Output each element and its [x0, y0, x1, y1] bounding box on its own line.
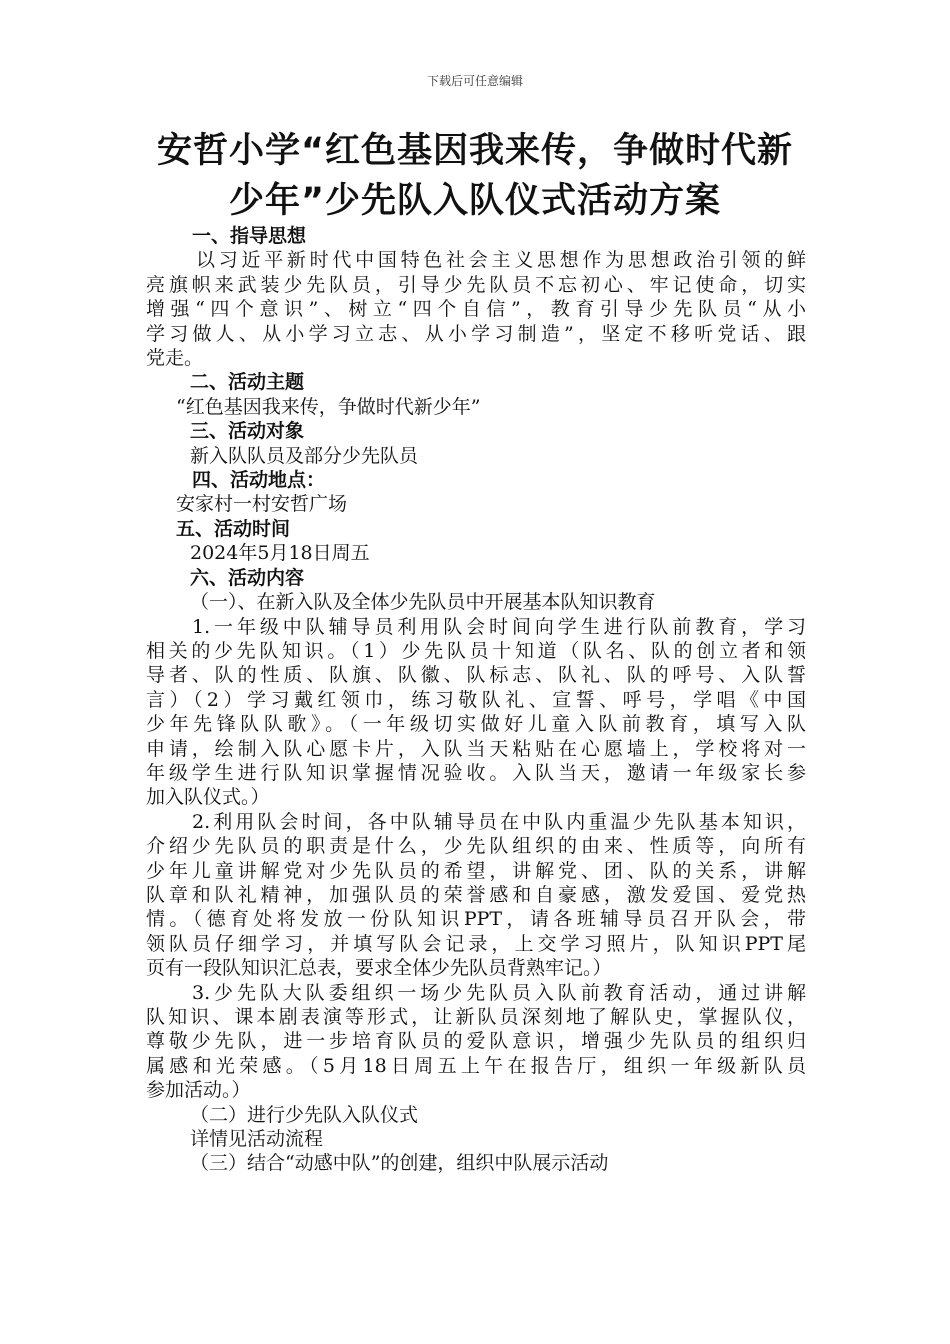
title-line-2: 少年”少先队入队仪式活动方案 — [228, 181, 721, 221]
title-line-1: 安哲小学“红色基因我来传，争做时代新 — [156, 131, 793, 171]
section-text-time: 2024年5月18日周五 — [190, 542, 370, 565]
paragraph-line: 亮旗帜来武装少先队员，引导少先队员不忘初心、牢记使命，切实 — [146, 273, 806, 296]
document-title — [140, 126, 810, 226]
section-heading-guiding-ideology: 一、指导思想 — [192, 225, 307, 247]
paragraph-line: 属感和光荣感。（5月18日周五上午在报告厅，组织一年级新队员 — [146, 1054, 806, 1077]
section-text-theme: “红色基因我来传，争做时代新少年” — [176, 395, 481, 418]
header-note: 下载后可任意编辑 — [426, 74, 523, 88]
paragraph-line: 少年先锋队队歌》。（一年级切实做好儿童入队前教育，填写入队 — [146, 713, 806, 736]
paragraph-line: 言）（2）学习戴红领巾，练习敬队礼、宣誓、呼号，学唱《中国 — [146, 688, 806, 711]
subsection-heading-3: （三）结合“动感中队”的创建，组织中队展示活动 — [190, 1152, 609, 1175]
paragraph-line: 少年儿童讲解党对少先队员的希望，讲解党、团、队的关系，讲解 — [146, 859, 806, 882]
subsection-text-2: 详情见活动流程 — [190, 1128, 324, 1151]
paragraph-line: 学习做人、从小学习立志、从小学习制造”，坚定不移听党话、跟 — [146, 322, 806, 345]
paragraph-line: 队知识、课本剧表演等形式，让新队员深刻地了解队史，掌握队仪， — [146, 1006, 806, 1028]
subsection-heading-1: （一）、在新入队及全体少先队员中开展基本队知识教育 — [190, 591, 656, 614]
section-heading-theme: 二、活动主题 — [190, 371, 305, 394]
section-heading-target: 三、活动对象 — [190, 420, 305, 443]
paragraph-line: 1.一年级中队辅导员利用队会时间向学生进行队前教育，学习 — [192, 615, 806, 638]
paragraph-line: 申请，绘制入队心愿卡片，入队当天粘贴在心愿墙上，学校将对一 — [146, 737, 806, 760]
document-body — [146, 224, 806, 1176]
paragraph-line: 年级学生进行队知识掌握情况验收。入队当天，邀请一年级家长参 — [146, 761, 806, 784]
section-text-location: 安家村一村安哲广场 — [176, 493, 348, 516]
paragraph-line: 导者、队的性质、队旗、队徽、队标志、队礼、队的呼号、入队誓 — [146, 664, 806, 687]
section-heading-location: 四、活动地点： — [192, 469, 326, 492]
paragraph-line: 相关的少先队知识。（1）少先队员十知道（队名、队的创立者和领 — [146, 639, 806, 662]
paragraph-line: 队章和队礼精神，加强队员的荣誉感和自豪感，激发爱国、爱党热 — [146, 883, 806, 906]
section-text-target: 新入队队员及部分少先队员 — [190, 444, 419, 467]
paragraph-line: 以习近平新时代中国特色社会主义思想作为思想政治引领的鲜 — [196, 249, 806, 272]
paragraph-line: 尊敬少先队，进一步培育队员的爱队意识，增强少先队员的组织归 — [146, 1030, 806, 1053]
paragraph-line: 介绍少先队员的职责是什么，少先队组织的由来、性质等，向所有 — [146, 835, 806, 858]
paragraph-line: 参加活动。） — [146, 1079, 251, 1102]
section-heading-content: 六、活动内容 — [190, 566, 305, 589]
paragraph-line: 增强“四个意识”、树立“四个自信”，教育引导少先队员“从小 — [146, 298, 806, 321]
paragraph-line: 2.利用队会时间，各中队辅导员在中队内重温少先队基本知识， — [192, 810, 806, 833]
subsection-heading-2: （二）进行少先队入队仪式 — [190, 1103, 419, 1126]
paragraph-line: 页有一段队知识汇总表，要求全体少先队员背熟牢记。） — [146, 957, 612, 980]
paragraph-line: 党走。 — [146, 347, 204, 370]
section-heading-time: 五、活动时间 — [176, 517, 291, 540]
paragraph-line: 加入队仪式。） — [146, 786, 270, 809]
paragraph-line: 3.少先队大队委组织一场少先队员入队前教育活动，通过讲解 — [192, 981, 806, 1004]
paragraph-line: 领队员仔细学习，并填写队会记录，上交学习照片，队知识PPT尾 — [146, 932, 806, 955]
paragraph-line: 情。（德育处将发放一份队知识PPT，请各班辅导员召开队会，带 — [146, 908, 806, 931]
